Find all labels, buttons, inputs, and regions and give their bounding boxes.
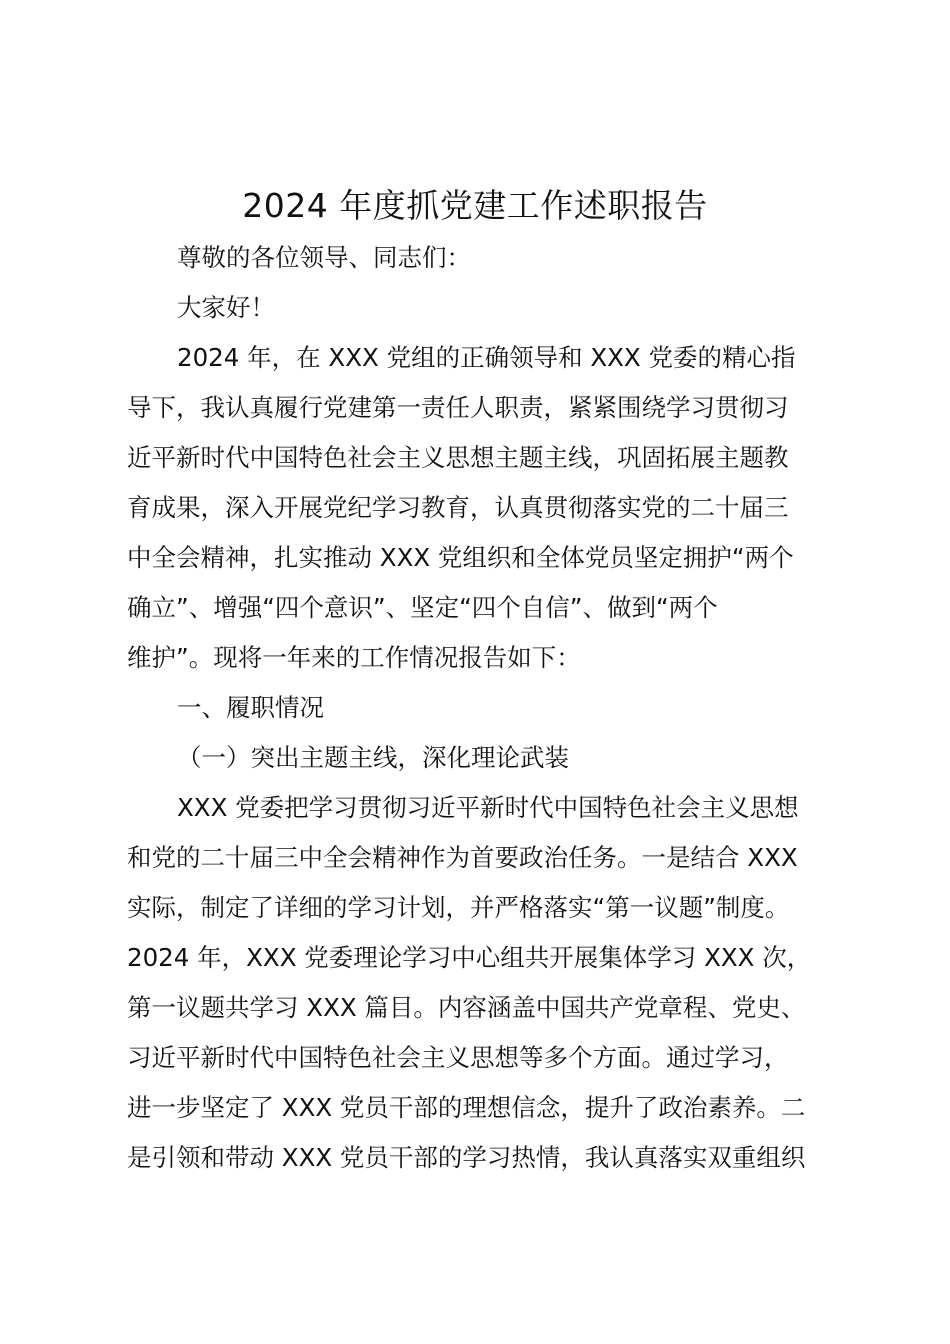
paragraph-line: 实际，制定了详细的学习计划，并严格落实“第一议题”制度。 xyxy=(127,893,790,922)
paragraph-line: 育成果，深入开展党纪学习教育，认真贯彻落实党的二十届三 xyxy=(127,493,789,522)
paragraph-line: 第一议题共学习 XXX 篇目。内容涵盖中国共产党章程、党史、 xyxy=(127,993,806,1022)
paragraph-line: 2024 年，XXX 党委理论学习中心组共开展集体学习 XXX 次， xyxy=(127,943,812,972)
paragraph-line: 近平新时代中国特色社会主义思想主题主线，巩固拓展主题教 xyxy=(127,443,789,472)
greeting-line: 大家好！ xyxy=(177,293,275,322)
paragraph-line: 2024 年，在 XXX 党组的正确领导和 XXX 党委的精心指 xyxy=(177,343,796,372)
paragraph-line: 和党的二十届三中全会精神作为首要政治任务。一是结合 XXX xyxy=(127,843,798,872)
document-title: 2024 年度抓党建工作述职报告 xyxy=(242,186,708,225)
paragraph-line: 导下，我认真履行党建第一责任人职责，紧紧围绕学习贯彻习 xyxy=(127,393,789,422)
subsection-heading: （一）突出主题主线，深化理论武装 xyxy=(177,743,569,772)
paragraph-line: 进一步坚定了 XXX 党员干部的理想信念，提升了政治素养。二 xyxy=(127,1093,806,1122)
paragraph-line: 习近平新时代中国特色社会主义思想等多个方面。通过学习， xyxy=(127,1043,789,1072)
paragraph-line: 中全会精神，扎实推动 XXX 党组织和全体党员坚定拥护“两个 xyxy=(127,543,794,572)
paragraph-line: 维护”。现将一年来的工作情况报告如下： xyxy=(127,643,581,672)
paragraph-line: XXX 党委把学习贯彻习近平新时代中国特色社会主义思想 xyxy=(177,793,799,822)
paragraph-line: 是引领和带动 XXX 党员干部的学习热情，我认真落实双重组织 xyxy=(127,1143,806,1172)
salutation-line: 尊敬的各位领导、同志们： xyxy=(177,243,471,272)
paragraph-line: 确立”、增强“四个意识”、坚定“四个自信”、做到“两个 xyxy=(127,593,718,622)
section-heading: 一、履职情况 xyxy=(177,693,324,722)
